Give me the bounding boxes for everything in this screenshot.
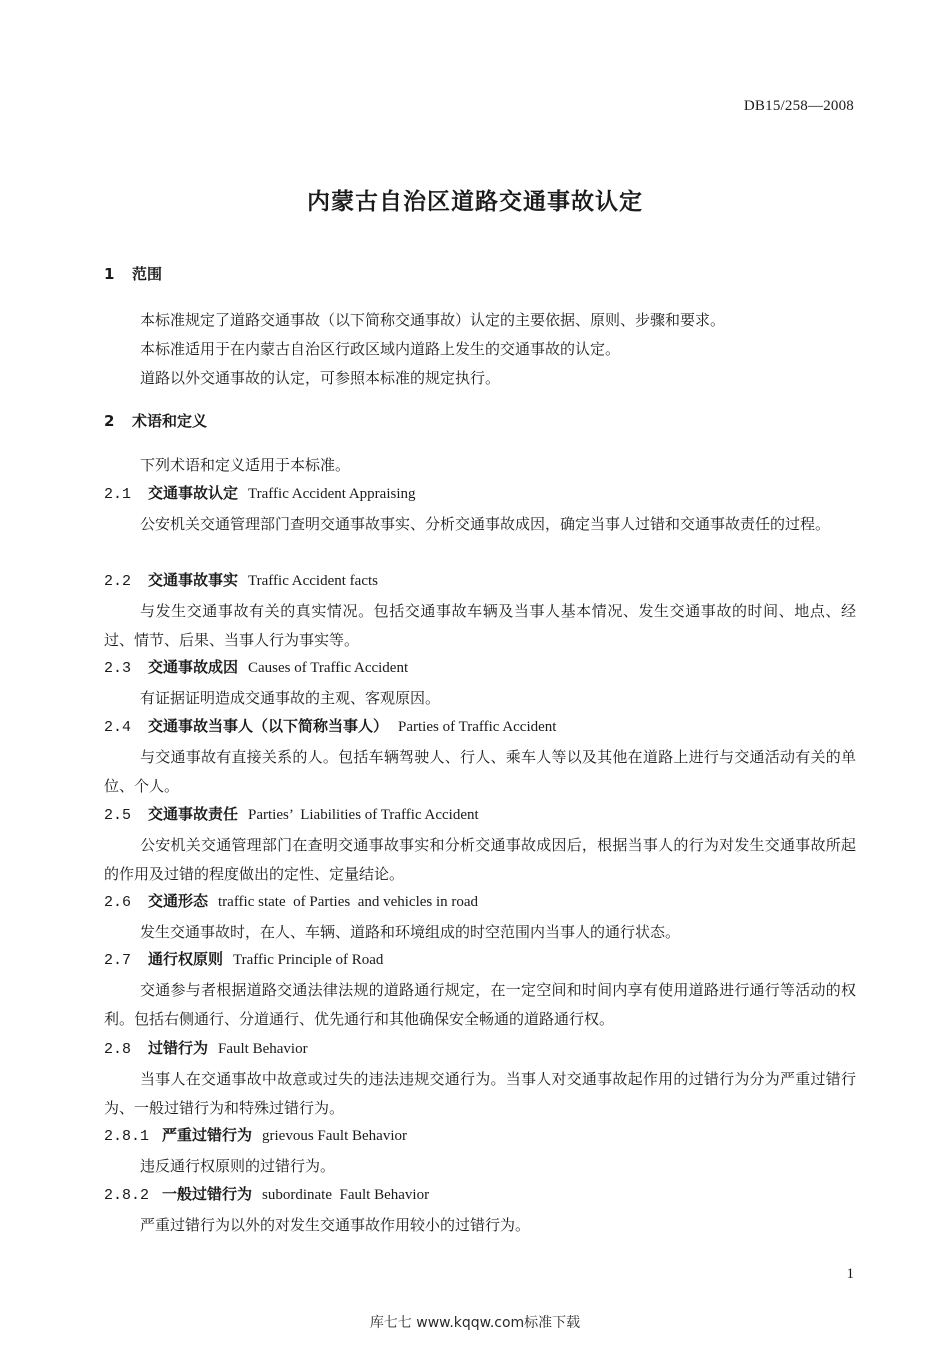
definition-text: 有证据证明造成交通事故的主观、客观原因。 [140,689,441,707]
term-en: Traffic Principle of Road [233,952,384,968]
term-en: Parties of Traffic Accident [398,719,557,735]
paragraph: 道路以外交通事故的认定，可参照本标准的规定执行。 [140,369,501,387]
section-number: 2 [104,412,115,430]
term-zh: 过错行为 [148,1039,209,1057]
term-en: subordinate Fault Behavior [262,1187,430,1203]
clause-number: 2.5 [104,807,132,824]
term-en: Parties’ Liabilities of Traffic Accident [248,807,479,823]
term-zh: 交通事故成因 [148,658,239,676]
definition-text: 发生交通事故时，在人、车辆、道路和环境组成的时空范围内当事人的通行状态。 [140,923,681,941]
definition-2-2 [104,569,856,655]
term-en: grievous Fault Behavior [262,1128,407,1144]
definition-2-7 [104,948,856,1034]
definition-text: 交通参与者根据道路交通法律法规的道路通行规定，在一定空间和时间内享有使用道路进行通行等活动的权利。包括右侧通行、分道通行、优先通行和其他确保安全畅通的道路通行权。 [104,981,856,1028]
clause-number: 2.8.2 [104,1187,150,1204]
definition-2-8 [104,1037,856,1123]
clause-number: 2.8 [104,1041,132,1058]
clause-number: 2.2 [104,573,132,590]
term-zh: 交通事故当事人（以下简称当事人） [148,717,389,735]
term-en: Traffic Accident Appraising [248,486,416,502]
definition-2-5 [104,803,856,889]
section-2-heading [104,410,856,432]
term-en: Traffic Accident facts [248,573,378,589]
clause-number: 2.7 [104,952,132,969]
term-zh: 交通事故认定 [148,484,239,502]
clause-number: 2.8.1 [104,1128,150,1145]
term-en: Fault Behavior [218,1041,308,1057]
definition-text: 与发生交通事故有关的真实情况。包括交通事故车辆及当事人基本情况、发生交通事故的时间、地点、经过、情节、后果、当事人行为事实等。 [104,602,856,649]
document-title: 内蒙古自治区道路交通事故认定 [307,189,643,215]
footer-watermark: 库七七 www.kqqw.com标准下载 [369,1315,581,1331]
term-zh: 交通事故责任 [148,805,239,823]
definition-2-4 [104,715,856,801]
definition-2-1 [104,482,856,539]
term-en: traffic state of Parties and vehicles in road [218,894,479,910]
section-title: 范围 [132,265,163,283]
page-number: 1 [846,1266,854,1282]
term-zh: 交通事故事实 [148,571,239,589]
clause-number: 2.4 [104,719,132,736]
definition-text: 当事人在交通事故中故意或过失的违法违规交通行为。当事人对交通事故起作用的过错行为分为严重过错行为、一般过错行为和特殊过错行为。 [104,1070,856,1117]
definition-text: 公安机关交通管理部门查明交通事故事实、分析交通事故成因，确定当事人过错和交通事故责任的过程。 [140,515,831,533]
paragraph: 本标准适用于在内蒙古自治区行政区域内道路上发生的交通事故的认定。 [140,340,621,358]
definition-2-8-2 [104,1183,856,1240]
definition-2-8-1 [104,1124,856,1181]
standard-code: DB15/258—2008 [743,98,854,114]
section-number: 1 [104,265,115,283]
paragraph: 下列术语和定义适用于本标准。 [140,456,351,474]
definition-2-3 [104,656,856,713]
clause-number: 2.3 [104,660,132,677]
definition-text: 违反通行权原则的过错行为。 [140,1157,336,1175]
definition-text: 严重过错行为以外的对发生交通事故作用较小的过错行为。 [140,1216,531,1234]
definition-text: 公安机关交通管理部门在查明交通事故事实和分析交通事故成因后，根据当事人的行为对发生交通事故所起的作用及过错的程度做出的定性、定量结论。 [104,836,856,883]
clause-number: 2.6 [104,894,132,911]
section-title: 术语和定义 [132,412,208,430]
section-2-intro [104,451,856,480]
term-zh: 严重过错行为 [162,1126,253,1144]
section-1-body [104,306,856,393]
definition-text: 与交通事故有直接关系的人。包括车辆驾驶人、行人、乘车人等以及其他在道路上进行与交通活动有关的单位、个人。 [104,748,856,795]
paragraph: 本标准规定了道路交通事故（以下简称交通事故）认定的主要依据、原则、步骤和要求。 [140,311,726,329]
term-en: Causes of Traffic Accident [248,660,409,676]
definition-2-6 [104,890,856,947]
clause-number: 2.1 [104,486,132,503]
section-1-heading [104,263,856,285]
term-zh: 通行权原则 [148,950,224,968]
term-zh: 一般过错行为 [162,1185,253,1203]
term-zh: 交通形态 [148,892,209,910]
